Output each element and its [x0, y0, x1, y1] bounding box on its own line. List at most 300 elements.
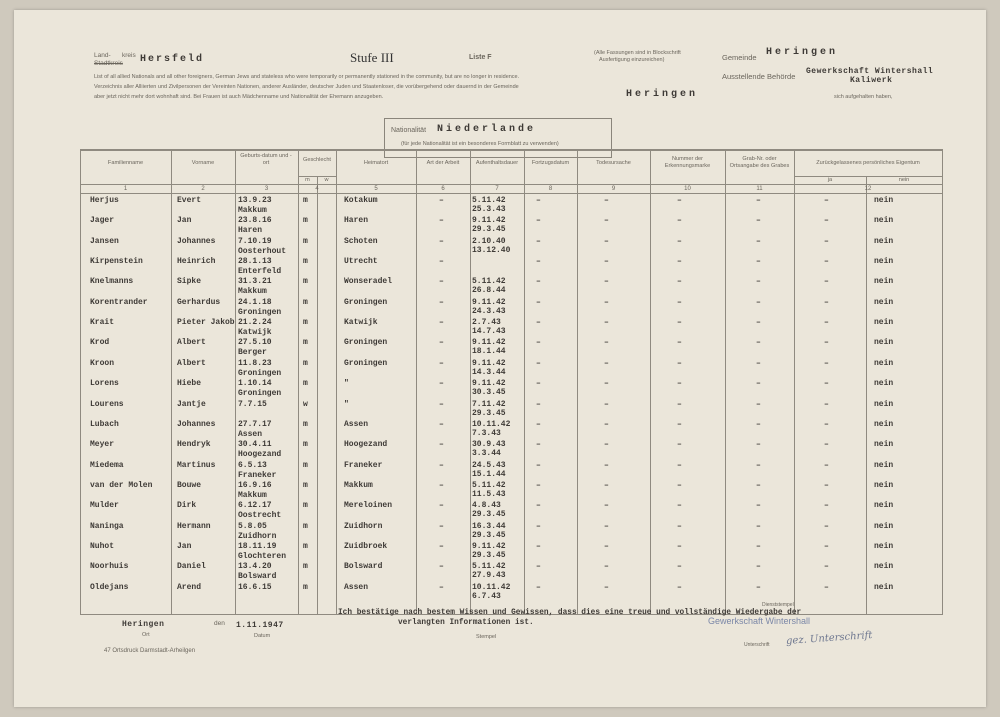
row-eigentum-nein: nein: [874, 501, 894, 511]
table-row: [14, 542, 986, 562]
table-row: [14, 216, 986, 236]
row-aufenthalt-von: 4.8.43: [472, 501, 501, 511]
note-line1: (Alle Fassungen sind in Blockschrift: [594, 50, 681, 56]
col-number: 9: [611, 186, 616, 192]
row-heimatort: Groningen: [344, 358, 388, 368]
row-geburtsort: Makkum: [238, 287, 267, 297]
footer-ort-label: Ort: [142, 632, 150, 638]
intro-line1: List of all allied Nationals and all other foreigners, German Jews and stateless who were temporarily or permanently stationed in the community, but are no longer in residence.: [94, 74, 520, 80]
row-eigentum-nein: nein: [874, 338, 894, 348]
row-geburtsort: Groningen: [238, 368, 282, 378]
row-todesursache: –: [604, 562, 609, 572]
col-number: 5: [374, 186, 378, 192]
row-familienname: Jansen: [90, 236, 119, 246]
row-geschlecht: m: [303, 318, 308, 328]
table-row: [14, 562, 986, 582]
col-number: 10: [684, 186, 691, 192]
row-arbeit: –: [439, 297, 444, 307]
dienststempel-label: Dienststempel: [762, 602, 794, 608]
row-vorname: Arend: [177, 582, 202, 592]
row-vorname: Daniel: [177, 562, 206, 572]
row-geburtsdatum: 27.5.10: [238, 338, 272, 348]
row-todesursache: –: [604, 582, 609, 592]
row-fortzug: –: [536, 379, 541, 389]
row-aufenthalt-bis: 13.12.40: [472, 245, 511, 255]
row-eigentum-ja: –: [824, 501, 829, 511]
row-aufenthalt-von: 5.11.42: [472, 277, 506, 287]
row-vorname: Hendryk: [177, 440, 211, 450]
liste-label: Liste F: [469, 54, 492, 61]
row-fortzug: –: [536, 277, 541, 287]
row-todesursache: –: [604, 338, 609, 348]
row-grab: –: [756, 358, 761, 368]
nationalitaet-note: (für jede Nationalität ist ein besonderes Formblatt zu verwenden): [401, 141, 559, 147]
row-fortzug: –: [536, 399, 541, 409]
row-todesursache: –: [604, 440, 609, 450]
row-geburtsdatum: 5.8.05: [238, 521, 267, 531]
row-todesursache: –: [604, 216, 609, 226]
footer-den-label: den: [214, 620, 225, 627]
row-aufenthalt-bis: 30.3.45: [472, 388, 506, 398]
table-row: [14, 481, 986, 501]
row-geschlecht: m: [303, 358, 308, 368]
row-familienname: Knelmanns: [90, 277, 134, 287]
col-header-familienname: Familienname: [107, 160, 144, 166]
row-eigentum-ja: –: [824, 521, 829, 531]
row-geburtsort: Franeker: [238, 470, 277, 480]
row-heimatort: Assen: [344, 582, 369, 592]
col-number: 7: [495, 186, 499, 192]
row-aufenthalt-von: 30.9.43: [472, 440, 506, 450]
row-geburtsdatum: 6.12.17: [238, 501, 272, 511]
row-arbeit: –: [439, 236, 444, 246]
row-heimatort: Groningen: [344, 338, 388, 348]
row-vorname: Albert: [177, 358, 206, 368]
row-geburtsdatum: 16.9.16: [238, 480, 272, 490]
row-arbeit: –: [439, 501, 444, 511]
row-geschlecht: m: [303, 216, 308, 226]
table-row: [14, 196, 986, 216]
row-arbeit: –: [439, 216, 444, 226]
row-fortzug: –: [536, 358, 541, 368]
row-geschlecht: w: [303, 399, 308, 409]
row-arbeit: –: [439, 196, 444, 205]
row-erkennungsmarke: –: [677, 318, 682, 328]
document-sheet: [14, 10, 986, 707]
row-aufenthalt-bis: 29.3.45: [472, 550, 506, 560]
row-eigentum-ja: –: [824, 419, 829, 429]
row-aufenthalt-von: 16.3.44: [472, 521, 506, 531]
row-aufenthalt-von: 2.7.43: [472, 318, 501, 328]
row-eigentum-nein: nein: [874, 582, 894, 592]
nationalitaet-value: Niederlande: [437, 124, 537, 135]
row-geburtsort: Katwijk: [238, 328, 272, 338]
row-eigentum-ja: –: [824, 257, 829, 267]
row-grab: –: [756, 480, 761, 490]
row-fortzug: –: [536, 460, 541, 470]
row-eigentum-ja: –: [824, 399, 829, 409]
col-header-erkennungsmarke: Nummer der Erkennungsmarke: [664, 156, 711, 169]
row-vorname: Heinrich: [177, 257, 216, 267]
col-header-grab: Grab-Nr. oder Ortsangabe des Grabes: [729, 156, 790, 169]
row-fortzug: –: [536, 480, 541, 490]
row-familienname: Krod: [90, 338, 110, 348]
row-geschlecht: m: [303, 562, 308, 572]
row-fortzug: –: [536, 419, 541, 429]
row-fortzug: –: [536, 521, 541, 531]
table-row: [14, 461, 986, 481]
row-todesursache: –: [604, 480, 609, 490]
row-familienname: Naninga: [90, 521, 124, 531]
row-aufenthalt-von: 5.11.42: [472, 480, 506, 490]
row-vorname: Albert: [177, 338, 206, 348]
row-geschlecht: m: [303, 379, 308, 389]
row-fortzug: –: [536, 562, 541, 572]
footer-datum-label: Datum: [254, 633, 271, 639]
col-number: 1: [123, 186, 128, 192]
row-geburtsdatum: 13.4.20: [238, 562, 272, 572]
row-eigentum-nein: nein: [874, 460, 894, 470]
row-arbeit: –: [439, 358, 444, 368]
behoerde-label: Ausstellende Behörde: [722, 72, 796, 81]
row-vorname: Jan: [177, 216, 192, 226]
col-number: 8: [548, 186, 553, 192]
col-sub-ja: ja: [827, 177, 833, 183]
row-fortzug: –: [536, 236, 541, 246]
row-eigentum-nein: nein: [874, 216, 894, 226]
row-erkennungsmarke: –: [677, 379, 682, 389]
table-row: [14, 277, 986, 297]
row-arbeit: –: [439, 460, 444, 470]
row-todesursache: –: [604, 318, 609, 328]
row-geburtsort: Berger: [238, 348, 267, 358]
row-geburtsort: Zuidhorn: [238, 531, 277, 541]
table-top-rule: [80, 149, 942, 151]
row-todesursache: –: [604, 521, 609, 531]
row-erkennungsmarke: –: [677, 297, 682, 307]
row-aufenthalt-von: 2.10.40: [472, 236, 506, 246]
row-geschlecht: m: [303, 419, 308, 429]
row-eigentum-ja: –: [824, 277, 829, 287]
row-heimatort: Kotakum: [344, 196, 378, 205]
row-grab: –: [756, 297, 761, 307]
row-eigentum-nein: nein: [874, 521, 894, 531]
row-arbeit: –: [439, 419, 444, 429]
row-aufenthalt-bis: 29.3.45: [472, 408, 506, 418]
row-familienname: Noorhuis: [90, 562, 129, 572]
row-todesursache: –: [604, 257, 609, 267]
row-geschlecht: m: [303, 236, 308, 246]
col-number: 6: [441, 186, 445, 192]
row-todesursache: –: [604, 399, 609, 409]
row-geburtsdatum: 7.7.15: [238, 399, 267, 409]
row-geburtsort: Hoogezand: [238, 450, 282, 460]
row-fortzug: –: [536, 318, 541, 328]
row-aufenthalt-von: 9.11.42: [472, 216, 506, 226]
row-aufenthalt-bis: 11.5.43: [472, 489, 506, 499]
table-row: [14, 338, 986, 358]
col-header-heimatort: Heimatort: [363, 160, 389, 166]
row-erkennungsmarke: –: [677, 582, 682, 592]
col-sub-nein: nein: [898, 177, 910, 183]
row-erkennungsmarke: –: [677, 236, 682, 246]
row-heimatort: Mereloinen: [344, 501, 393, 511]
row-geburtsdatum: 11.8.23: [238, 358, 272, 368]
row-geschlecht: m: [303, 521, 308, 531]
row-familienname: Lubach: [90, 419, 119, 429]
col-header-fortzug: Fortzugsdatum: [531, 160, 570, 166]
row-heimatort: Groningen: [344, 297, 388, 307]
behoerde-value-line2: Kaliwerk: [850, 76, 893, 85]
intro-place: Heringen: [626, 89, 699, 100]
row-fortzug: –: [536, 196, 541, 205]
row-geburtsdatum: 7.10.19: [238, 236, 272, 246]
row-erkennungsmarke: –: [677, 257, 682, 267]
row-aufenthalt-von: 9.11.42: [472, 338, 506, 348]
row-arbeit: –: [439, 521, 444, 531]
row-grab: –: [756, 460, 761, 470]
row-fortzug: –: [536, 257, 541, 267]
row-eigentum-nein: nein: [874, 318, 894, 328]
row-aufenthalt-von: 7.11.42: [472, 399, 506, 409]
row-arbeit: –: [439, 399, 444, 409]
row-familienname: Korentrander: [90, 297, 148, 307]
row-arbeit: –: [439, 318, 444, 328]
row-geschlecht: m: [303, 277, 308, 287]
row-heimatort: Hoogezand: [344, 440, 388, 450]
row-geburtsort: Glochteren: [238, 551, 287, 561]
row-aufenthalt-bis: 29.3.45: [472, 225, 506, 235]
row-vorname: Pieter Jakob: [177, 318, 235, 328]
row-heimatort: ": [344, 379, 349, 389]
col-number: 4: [315, 186, 319, 192]
row-eigentum-nein: nein: [874, 277, 894, 287]
col-header-vorname: Vorname: [191, 160, 215, 166]
row-vorname: Bouwe: [177, 480, 202, 490]
row-geschlecht: m: [303, 541, 308, 551]
row-aufenthalt-bis: 29.3.45: [472, 530, 506, 540]
col-number: 11: [756, 186, 763, 192]
footer-date-value: 1.11.1947: [236, 621, 284, 630]
row-erkennungsmarke: –: [677, 480, 682, 490]
declaration-line1: Ich bestätige nach bestem Wissen und Gewissen, dass dies eine treue und vollständige Wiedergabe der: [338, 609, 802, 617]
row-geburtsdatum: 30.4.11: [238, 440, 272, 450]
table-row: [14, 298, 986, 318]
row-vorname: Jantje: [177, 399, 206, 409]
row-eigentum-ja: –: [824, 562, 829, 572]
row-familienname: Krait: [90, 318, 115, 328]
row-arbeit: –: [439, 582, 444, 592]
row-arbeit: –: [439, 562, 444, 572]
row-eigentum-nein: nein: [874, 257, 894, 267]
row-eigentum-ja: –: [824, 358, 829, 368]
row-eigentum-ja: –: [824, 460, 829, 470]
row-grab: –: [756, 541, 761, 551]
row-geburtsdatum: 6.5.13: [238, 460, 267, 470]
table-row: [14, 400, 986, 420]
table-row: [14, 359, 986, 379]
row-familienname: Lourens: [90, 399, 124, 409]
row-eigentum-ja: –: [824, 541, 829, 551]
table-row: [14, 420, 986, 440]
table-row: [14, 257, 986, 277]
stempel-label: Stempel: [476, 634, 497, 640]
row-erkennungsmarke: –: [677, 338, 682, 348]
row-eigentum-ja: –: [824, 196, 829, 205]
intro-line3: aber jetzt nicht mehr dort wohnhaft sind. Bei Frauen ist auch Mädchenname und Nationalität der Ehemann anzugeben.: [94, 94, 384, 100]
row-arbeit: –: [439, 440, 444, 450]
company-stamp: Gewerkschaft Wintershall: [708, 616, 811, 626]
row-grab: –: [756, 338, 761, 348]
row-todesursache: –: [604, 379, 609, 389]
unterschrift-label: Unterschrift: [744, 642, 770, 648]
intro-tail: sich aufgehalten haben,: [834, 94, 893, 100]
row-erkennungsmarke: –: [677, 562, 682, 572]
row-geburtsort: Groningen: [238, 389, 282, 399]
row-eigentum-nein: nein: [874, 399, 894, 409]
row-eigentum-ja: –: [824, 440, 829, 450]
row-familienname: Meyer: [90, 440, 115, 450]
table-number-rule: [80, 193, 942, 194]
row-familienname: Kroon: [90, 358, 115, 368]
row-grab: –: [756, 521, 761, 531]
row-vorname: Martinus: [177, 460, 216, 470]
row-geburtsdatum: 28.1.13: [238, 257, 272, 267]
table-row: [14, 237, 986, 257]
row-heimatort: Assen: [344, 419, 369, 429]
row-aufenthalt-bis: 14.7.43: [472, 327, 506, 337]
row-arbeit: –: [439, 379, 444, 389]
row-vorname: Sipke: [177, 277, 202, 287]
table-row: [14, 522, 986, 542]
row-eigentum-ja: –: [824, 236, 829, 246]
row-eigentum-ja: –: [824, 480, 829, 490]
row-erkennungsmarke: –: [677, 440, 682, 450]
row-geschlecht: m: [303, 196, 308, 205]
row-grab: –: [756, 582, 761, 592]
col-header-arbeit: Art der Arbeit: [426, 160, 460, 166]
col-sub-m: m: [305, 177, 310, 183]
row-eigentum-nein: nein: [874, 480, 894, 490]
nationalitaet-label: Nationalität: [391, 127, 427, 134]
row-grab: –: [756, 318, 761, 328]
row-familienname: Jager: [90, 216, 115, 226]
col-header-aufenthalt: Aufenthaltsdauer: [475, 160, 519, 166]
row-familienname: Mulder: [90, 501, 119, 511]
row-vorname: Jan: [177, 541, 192, 551]
row-erkennungsmarke: –: [677, 358, 682, 368]
row-geschlecht: m: [303, 480, 308, 490]
row-geburtsort: Makkum: [238, 206, 267, 215]
row-heimatort: Bolsward: [344, 562, 383, 572]
row-eigentum-nein: nein: [874, 541, 894, 551]
row-aufenthalt-bis: 14.3.44: [472, 367, 506, 377]
row-vorname: Evert: [177, 196, 202, 205]
row-geburtsdatum: 23.8.16: [238, 216, 272, 226]
row-heimatort: Katwijk: [344, 318, 378, 328]
row-grab: –: [756, 196, 761, 205]
signature: gez. Unterschrift: [785, 629, 873, 648]
row-familienname: Miedema: [90, 460, 124, 470]
row-geburtsort: Haren: [238, 226, 263, 236]
row-geburtsdatum: 13.9.23: [238, 196, 272, 205]
row-aufenthalt-bis: 24.3.43: [472, 306, 506, 316]
row-todesursache: –: [604, 358, 609, 368]
row-arbeit: –: [439, 277, 444, 287]
col-sub-w: w: [324, 177, 329, 183]
row-heimatort: Zuidhorn: [344, 521, 383, 531]
row-aufenthalt-bis: 25.3.43: [472, 205, 506, 214]
row-grab: –: [756, 216, 761, 226]
row-aufenthalt-von: 24.5.43: [472, 460, 506, 470]
row-todesursache: –: [604, 460, 609, 470]
row-vorname: Johannes: [177, 236, 216, 246]
kreis-label: kreis: [122, 52, 136, 59]
col-header-todesursache: Todesursache: [596, 160, 631, 166]
col-header-geschlecht: Geschlecht: [303, 157, 331, 163]
row-arbeit: –: [439, 541, 444, 551]
footer-ort-value: Heringen: [122, 620, 165, 629]
row-familienname: Lorens: [90, 379, 119, 389]
col-number: 3: [264, 186, 269, 192]
row-eigentum-nein: nein: [874, 236, 894, 246]
row-aufenthalt-bis: 27.9.43: [472, 571, 506, 581]
row-eigentum-ja: –: [824, 216, 829, 226]
row-grab: –: [756, 399, 761, 409]
row-geburtsdatum: 18.11.19: [238, 541, 277, 551]
row-geburtsort: Bolsward: [238, 572, 277, 582]
row-todesursache: –: [604, 236, 609, 246]
row-grab: –: [756, 379, 761, 389]
row-vorname: Hermann: [177, 521, 211, 531]
row-arbeit: –: [439, 257, 444, 267]
row-heimatort: Franeker: [344, 460, 383, 470]
table-row: [14, 583, 986, 603]
table-row: [14, 501, 986, 521]
row-aufenthalt-bis: 15.1.44: [472, 469, 506, 479]
row-grab: –: [756, 440, 761, 450]
row-erkennungsmarke: –: [677, 277, 682, 287]
row-eigentum-ja: –: [824, 379, 829, 389]
row-geburtsort: Oostrecht: [238, 511, 282, 521]
row-aufenthalt-bis: 26.8.44: [472, 286, 506, 296]
row-eigentum-ja: –: [824, 338, 829, 348]
row-fortzug: –: [536, 440, 541, 450]
row-todesursache: –: [604, 541, 609, 551]
row-heimatort: ": [344, 399, 349, 409]
row-grab: –: [756, 419, 761, 429]
row-erkennungsmarke: –: [677, 216, 682, 226]
row-heimatort: Makkum: [344, 480, 373, 490]
row-geschlecht: m: [303, 257, 308, 267]
col-number: 2: [201, 186, 205, 192]
row-todesursache: –: [604, 297, 609, 307]
note-line2: Ausfertigung einzureichen): [599, 57, 665, 63]
row-fortzug: –: [536, 297, 541, 307]
row-eigentum-ja: –: [824, 297, 829, 307]
row-grab: –: [756, 277, 761, 287]
row-heimatort: Haren: [344, 216, 369, 226]
row-familienname: Nuhot: [90, 541, 115, 551]
col-number: 12: [864, 186, 872, 192]
stufe-title: Stufe III: [350, 50, 394, 65]
row-aufenthalt-von: 5.11.42: [472, 196, 506, 205]
row-geburtsort: Groningen: [238, 307, 282, 317]
row-geburtsdatum: 27.7.17: [238, 419, 272, 429]
row-eigentum-nein: nein: [874, 379, 894, 389]
row-erkennungsmarke: –: [677, 419, 682, 429]
row-heimatort: Schoten: [344, 236, 378, 246]
